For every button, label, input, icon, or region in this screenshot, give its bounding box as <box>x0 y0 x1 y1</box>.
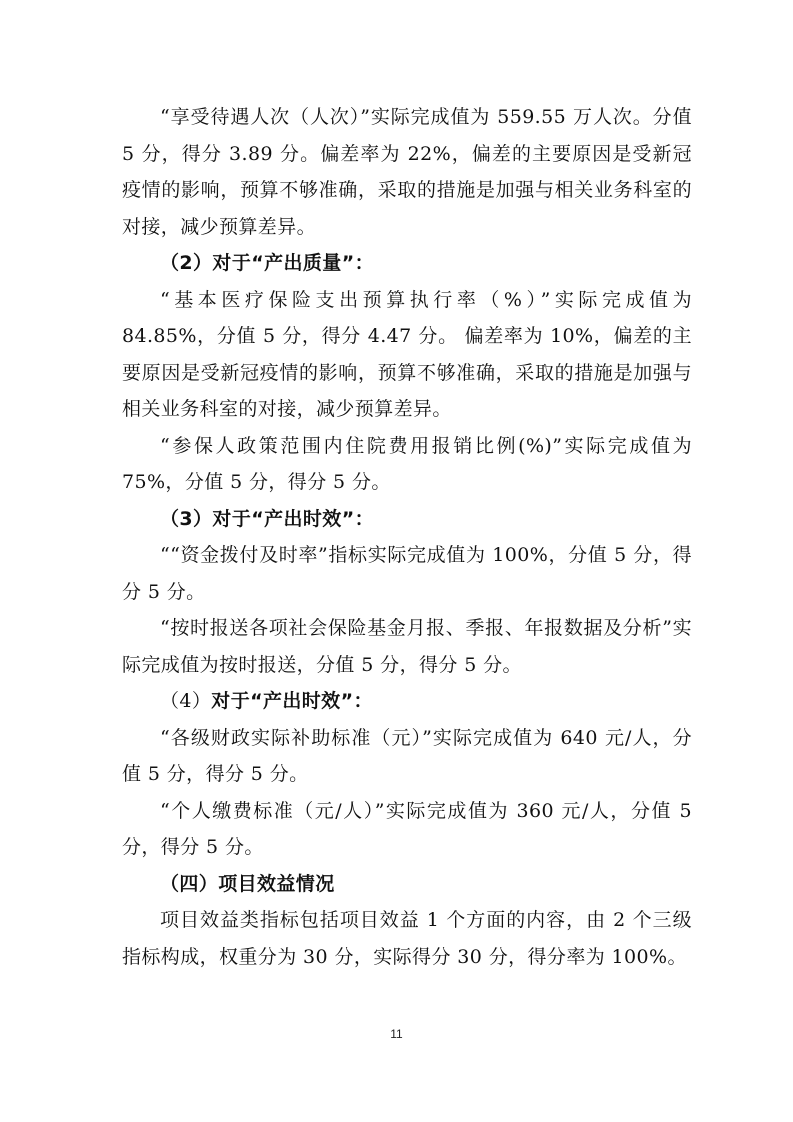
heading-project-benefits <box>122 866 692 903</box>
paragraph-benefit-indicators: 项目效益类指标包括项目效益 1 个方面的内容，由 2 个三级指标构成，权重分为 30 分，实际得分 30 分，得分率为 100%。 <box>122 909 692 968</box>
paragraph-reimbursement-ratio: “参保人政策范围内住院费用报销比例(%)”实际完成值为 75%，分值 5 分，得分 5 分。 <box>122 434 692 493</box>
heading-output-quality <box>122 245 692 282</box>
paragraph-service-recipients: “享受待遇人次（人次）”实际完成值为 559.55 万人次。分值 5 分，得分 3.89 分。偏差率为 22%，偏差的主要原因是受新冠疫情的影响，预算不够准确，采取的措施是加强与相关业务科室的对接，减少预算差异。 <box>122 106 692 238</box>
paragraph-budget-execution-rate: “基本医疗保险支出预算执行率（%）”实际完成值为 84.85%，分值 5 分，得分 4.47 分。 偏差率为 10%，偏差的主要原因是受新冠疫情的影响，预算不够准确，采取的措施是加强与相关业务科室的对接，减少预算差异。 <box>122 288 692 420</box>
heading-number: （2） <box>160 252 213 274</box>
heading-output-timeliness <box>122 501 692 538</box>
paragraph-fund-reports: “按时报送各项社会保险基金月报、季报、年报数据及分析”实际完成值为按时报送，分值 5 分，得分 5 分。 <box>122 617 692 676</box>
heading-label: 对于“产出时效”： <box>212 507 374 530</box>
heading-label: 对于“产出质量”： <box>212 252 374 274</box>
heading-label: 对于“产出时效”： <box>211 690 373 712</box>
paragraph-fund-disbursement-rate: ““资金拨付及时率”指标实际完成值为 100%，分值 5 分，得分 5 分。 <box>122 544 692 603</box>
heading-number: （4） <box>160 690 212 712</box>
heading-number: （四） <box>160 872 219 895</box>
paragraph-personal-contribution: “个人缴费标准（元/人）”实际完成值为 360 元/人，分值 5 分，得分 5 分。 <box>122 799 692 858</box>
paragraph-subsidy-standard: “各级财政实际补助标准（元）”实际完成值为 640 元/人，分值 5 分，得分 5 分。 <box>122 726 692 785</box>
heading-label: 项目效益情况 <box>218 872 335 895</box>
page-content <box>122 99 692 975</box>
page-number: 11 <box>390 1027 403 1041</box>
heading-output-timeliness-4 <box>122 683 692 720</box>
heading-number: （3） <box>160 507 213 530</box>
